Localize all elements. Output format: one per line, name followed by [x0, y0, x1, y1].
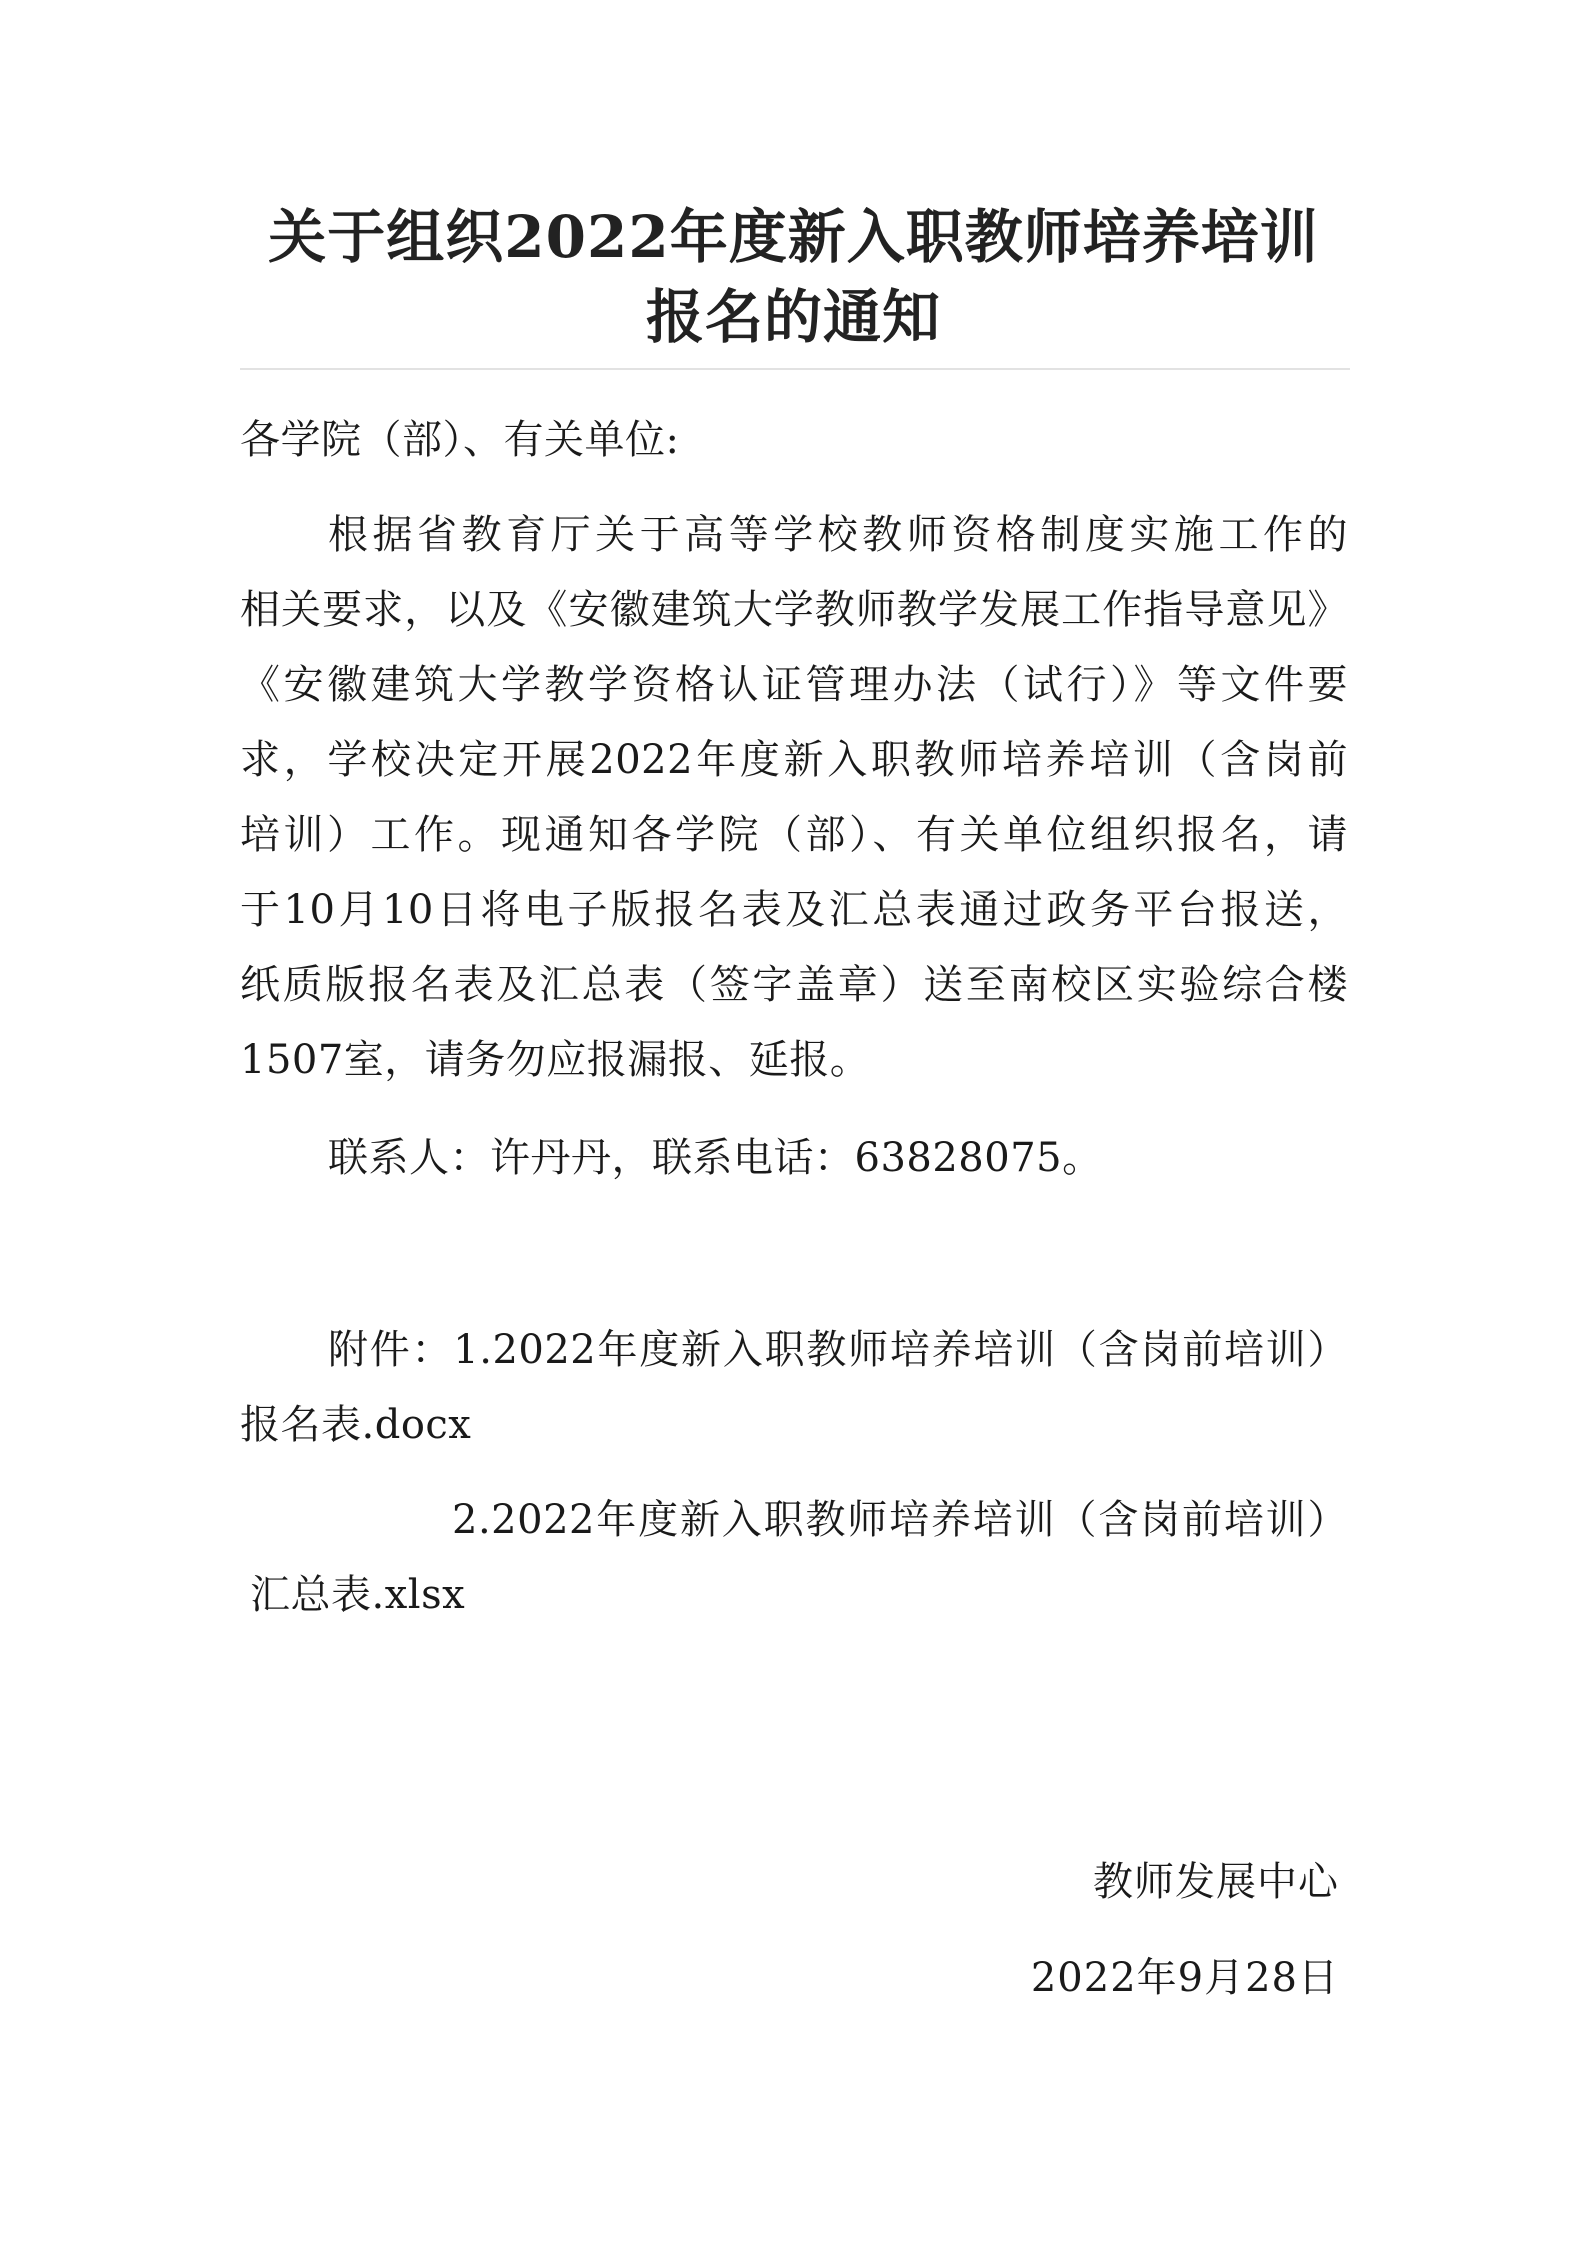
- body-line: 纸质版报名表及汇总表（签字盖章）送至南校区实验综合楼: [240, 962, 1348, 1008]
- notice-title-line-2: 报名的通知: [645, 283, 941, 351]
- body-line: 于10月10日将电子版报名表及汇总表通过政务平台报送，: [240, 887, 1348, 933]
- body-line: 求，学校决定开展2022年度新入职教师培养培训（含岗前: [240, 737, 1348, 783]
- title-divider: [240, 368, 1350, 370]
- notice-title-line-1: 关于组织2022年度新入职教师培养培训: [268, 203, 1319, 271]
- attachment-2[interactable]: 2.2022年度新入职教师培养培训（含岗前培训）: [452, 1497, 1348, 1543]
- attachment-1-filename[interactable]: 报名表.docx: [240, 1402, 472, 1448]
- issuer: 教师发展中心: [1093, 1859, 1339, 1905]
- body-line: 1507室，请务勿应报漏报、延报。: [240, 1037, 871, 1083]
- body-line: 《安徽建筑大学教学资格认证管理办法（试行）》等文件要: [240, 662, 1348, 708]
- salutation: 各学院（部）、有关单位:: [240, 417, 680, 463]
- attachment-1[interactable]: 附件：1.2022年度新入职教师培养培训（含岗前培训）: [328, 1327, 1348, 1373]
- body-line: 培训）工作。现通知各学院（部）、有关单位组织报名，请: [240, 812, 1348, 858]
- body-line: 根据省教育厅关于高等学校教师资格制度实施工作的: [328, 512, 1348, 558]
- body-line: 相关要求，以及《安徽建筑大学教师教学发展工作指导意见》: [240, 587, 1348, 633]
- attachment-2-filename[interactable]: 汇总表.xlsx: [250, 1572, 466, 1618]
- issue-date: 2022年9月28日: [1030, 1955, 1339, 2001]
- contact-line: 联系人：许丹丹，联系电话：63828075。: [328, 1135, 1103, 1181]
